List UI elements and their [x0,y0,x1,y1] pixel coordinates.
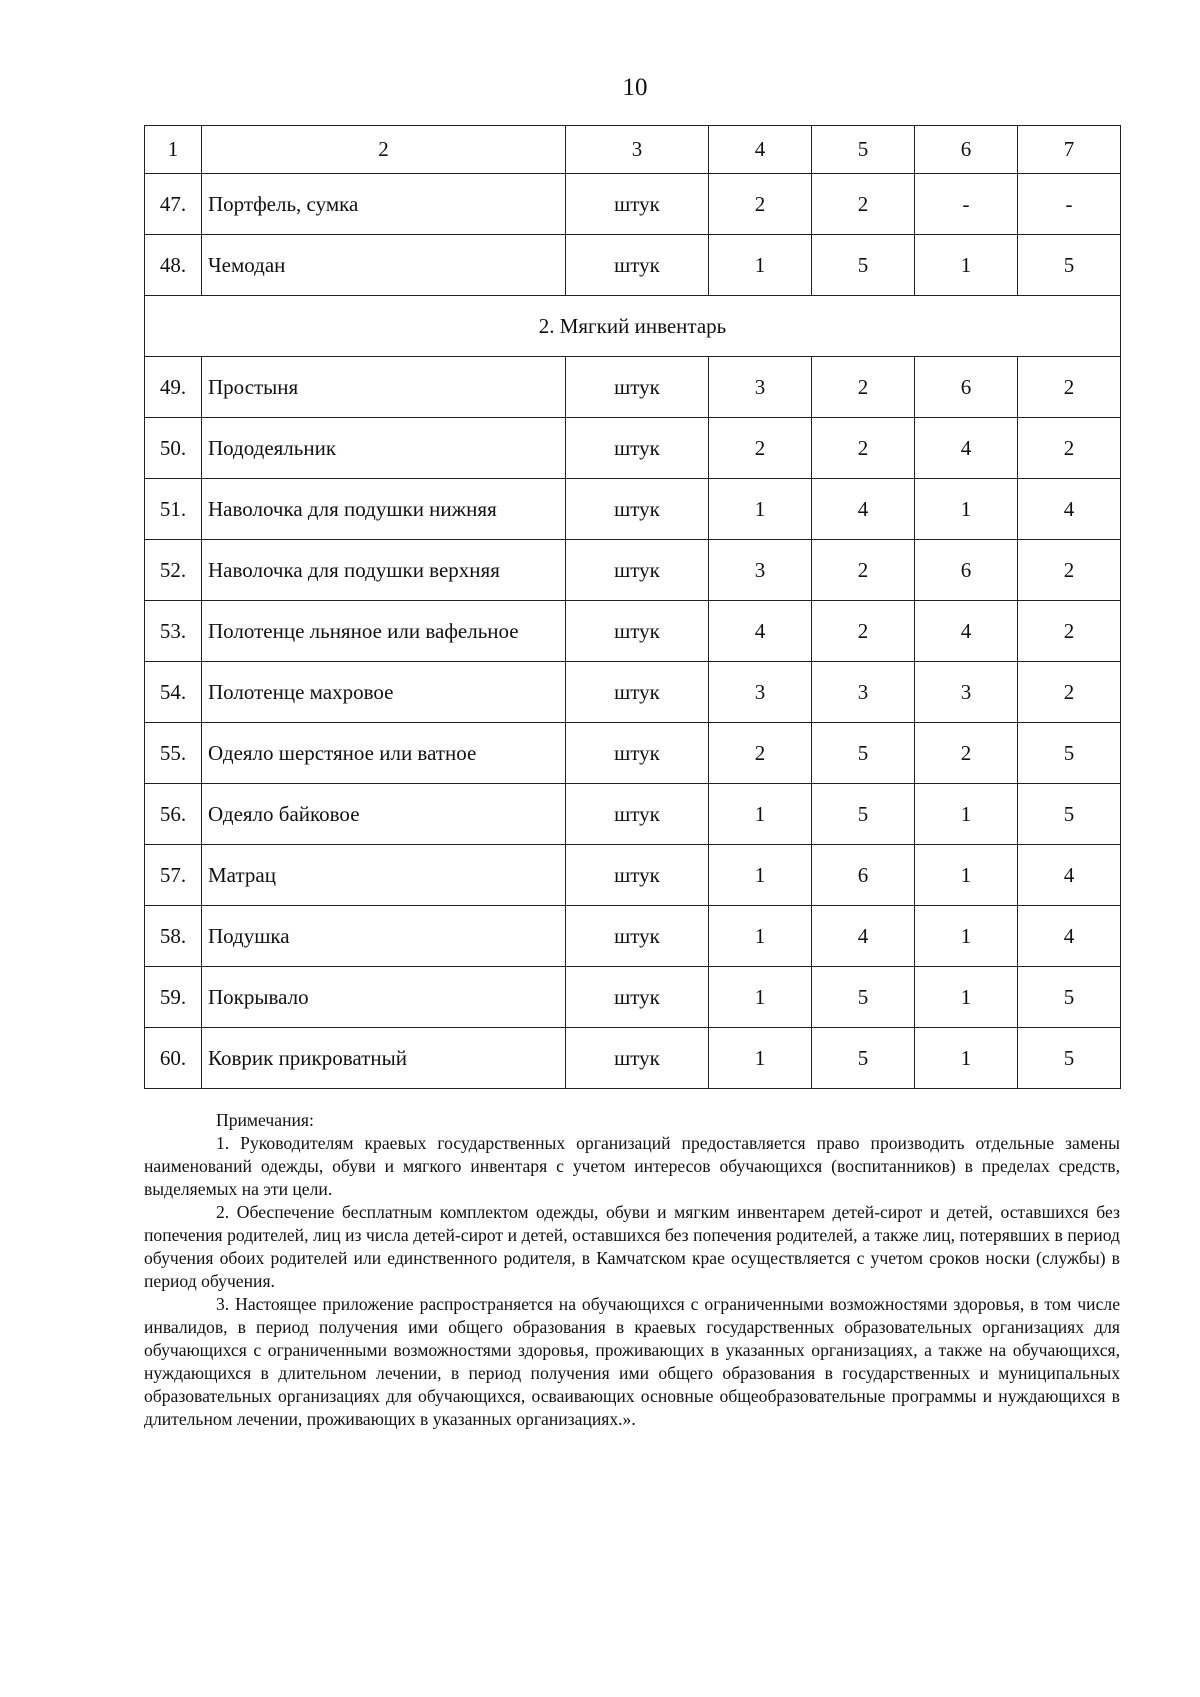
table-cell: 5 [1018,723,1121,784]
table-cell: - [1018,174,1121,235]
table-row [145,479,1121,540]
table-cell: 4 [812,479,915,540]
table-header-row [145,126,1121,174]
table-cell: штук [566,479,709,540]
table-cell: штук [566,662,709,723]
table-cell: 50. [145,418,202,479]
table-row [145,906,1121,967]
table-cell: - [915,174,1018,235]
notes-block [144,1109,1120,1431]
table-row [145,601,1121,662]
table-cell: штук [566,601,709,662]
table-cell: 1 [915,1028,1018,1089]
table-cell: 54. [145,662,202,723]
table-row [145,418,1121,479]
table-cell: 55. [145,723,202,784]
note-1: 1. Руководителям краевых государственных организаций предоставляется право производить отдельные замены наименований одежды, обуви и мягкого инвентаря с учетом интересов обучающихся (воспитанников) в пределах средств, выделяемых на эти цели. [144,1133,1120,1199]
table-cell: Портфель, сумка [202,174,566,235]
table-cell: 4 [1018,479,1121,540]
table-row [145,174,1121,235]
table-cell: 1 [709,1028,812,1089]
table-cell: 6 [812,845,915,906]
table-cell: 4 [812,906,915,967]
table-cell: 1 [145,126,202,174]
table-cell: 2 [812,174,915,235]
table-cell: Покрывало [202,967,566,1028]
table-cell: штук [566,723,709,784]
table-cell: 1 [709,967,812,1028]
table-cell: 4 [1018,845,1121,906]
table-cell: Пододеяльник [202,418,566,479]
table-cell: 3 [566,126,709,174]
table-row [145,1028,1121,1089]
table-cell: штук [566,967,709,1028]
table-cell: 2 [709,418,812,479]
table-row [145,235,1121,296]
table-cell: 5 [1018,235,1121,296]
table-cell: 1 [709,784,812,845]
table-cell: 5 [812,784,915,845]
table-cell: 3 [812,662,915,723]
table-cell: 5 [812,967,915,1028]
page-number: 10 [622,74,648,101]
table-cell: штук [566,235,709,296]
table-cell: 57. [145,845,202,906]
table-cell: 3 [709,540,812,601]
table-cell: Коврик прикроватный [202,1028,566,1089]
table-cell: 4 [1018,906,1121,967]
table-cell: штук [566,784,709,845]
table-cell: 6 [915,357,1018,418]
table-cell: 1 [915,235,1018,296]
table-row [145,357,1121,418]
table-cell: 4 [915,418,1018,479]
table-cell: штук [566,418,709,479]
table-cell: 2 [1018,662,1121,723]
table-cell: 5 [812,235,915,296]
table-cell: 2 [1018,601,1121,662]
table-row [145,662,1121,723]
table-cell: 58. [145,906,202,967]
table-cell: Полотенце льняное или вафельное [202,601,566,662]
table-cell: Полотенце махровое [202,662,566,723]
table-cell: 4 [915,601,1018,662]
table-cell: 49. [145,357,202,418]
table-cell: Одеяло байковое [202,784,566,845]
table-cell: 48. [145,235,202,296]
table-cell: Наволочка для подушки нижняя [202,479,566,540]
table-cell: 53. [145,601,202,662]
table-cell: 1 [709,845,812,906]
table-cell: 6 [915,540,1018,601]
table-row [145,723,1121,784]
table-cell: 4 [709,601,812,662]
table-cell: штук [566,906,709,967]
table-cell: 2 [812,540,915,601]
inventory-table [144,125,1121,1089]
table-cell: 3 [709,662,812,723]
table-cell: Простыня [202,357,566,418]
table-cell: 1 [709,906,812,967]
table-cell: штук [566,174,709,235]
section-title: 2. Мягкий инвентарь [145,296,1121,357]
note-2: 2. Обеспечение бесплатным комплектом одежды, обуви и мягким инвентарем детей-сирот и детей, оставшихся без попечения родителей, лиц из числа детей-сирот и детей, оставшихся без попечения родителей, а также лиц, потерявших в период обучения обоих родителей или единственного родителя, в Камчатском крае осуществляется с учетом сроков носки (службы) в период обучения. [144,1202,1120,1291]
table-cell: 2 [812,601,915,662]
table-cell: 47. [145,174,202,235]
table-cell: 7 [1018,126,1121,174]
table-cell: Чемодан [202,235,566,296]
table-cell: 2 [202,126,566,174]
table-cell: 5 [1018,1028,1121,1089]
table-cell: 59. [145,967,202,1028]
table-cell: 1 [915,479,1018,540]
table-cell: 2 [1018,540,1121,601]
table-cell: 5 [1018,967,1121,1028]
table-cell: 5 [1018,784,1121,845]
table-row [145,845,1121,906]
table-cell: Одеяло шерстяное или ватное [202,723,566,784]
table-cell: 56. [145,784,202,845]
table-cell: 51. [145,479,202,540]
table-cell: 52. [145,540,202,601]
table-cell: 2 [915,723,1018,784]
table-cell: штук [566,540,709,601]
table-cell: 1 [709,479,812,540]
table-cell: Наволочка для подушки верхняя [202,540,566,601]
table-cell: штук [566,845,709,906]
table-cell: Матрац [202,845,566,906]
section-row [145,296,1121,357]
table-cell: 5 [812,126,915,174]
table-cell: 2 [1018,418,1121,479]
notes-title: Примечания: [216,1110,314,1130]
table-cell: 1 [915,784,1018,845]
table-row [145,784,1121,845]
table-row [145,540,1121,601]
table-cell: 2 [812,418,915,479]
table-cell: 60. [145,1028,202,1089]
table-cell: 2 [812,357,915,418]
table-row [145,967,1121,1028]
table-cell: 3 [709,357,812,418]
table-cell: 5 [812,723,915,784]
table-cell: 2 [1018,357,1121,418]
table-cell: 3 [915,662,1018,723]
table-cell: 1 [915,906,1018,967]
table-cell: 2 [709,723,812,784]
note-3: 3. Настоящее приложение распространяется на обучающихся с ограниченными возможностями здоровья, в том числе инвалидов, в период получения ими общего образования в краевых государственных образовательных организациях для обучающихся с ограниченными возможностями здоровья, проживающих в указанных организациях, а также на обучающихся, нуждающихся в длительном лечении, в период получения ими общего образования в государственных и муниципальных образовательных организациях для обучающихся, осваивающих основные общеобразовательные программы и нуждающихся в длительном лечении, проживающих в указанных организациях.». [144,1294,1120,1429]
table-cell: штук [566,357,709,418]
table-cell: 4 [709,126,812,174]
table-cell: 1 [915,845,1018,906]
table-cell: 6 [915,126,1018,174]
table-cell: 1 [709,235,812,296]
table-cell: штук [566,1028,709,1089]
table-cell: Подушка [202,906,566,967]
table-cell: 5 [812,1028,915,1089]
table-cell: 2 [709,174,812,235]
table-cell: 1 [915,967,1018,1028]
